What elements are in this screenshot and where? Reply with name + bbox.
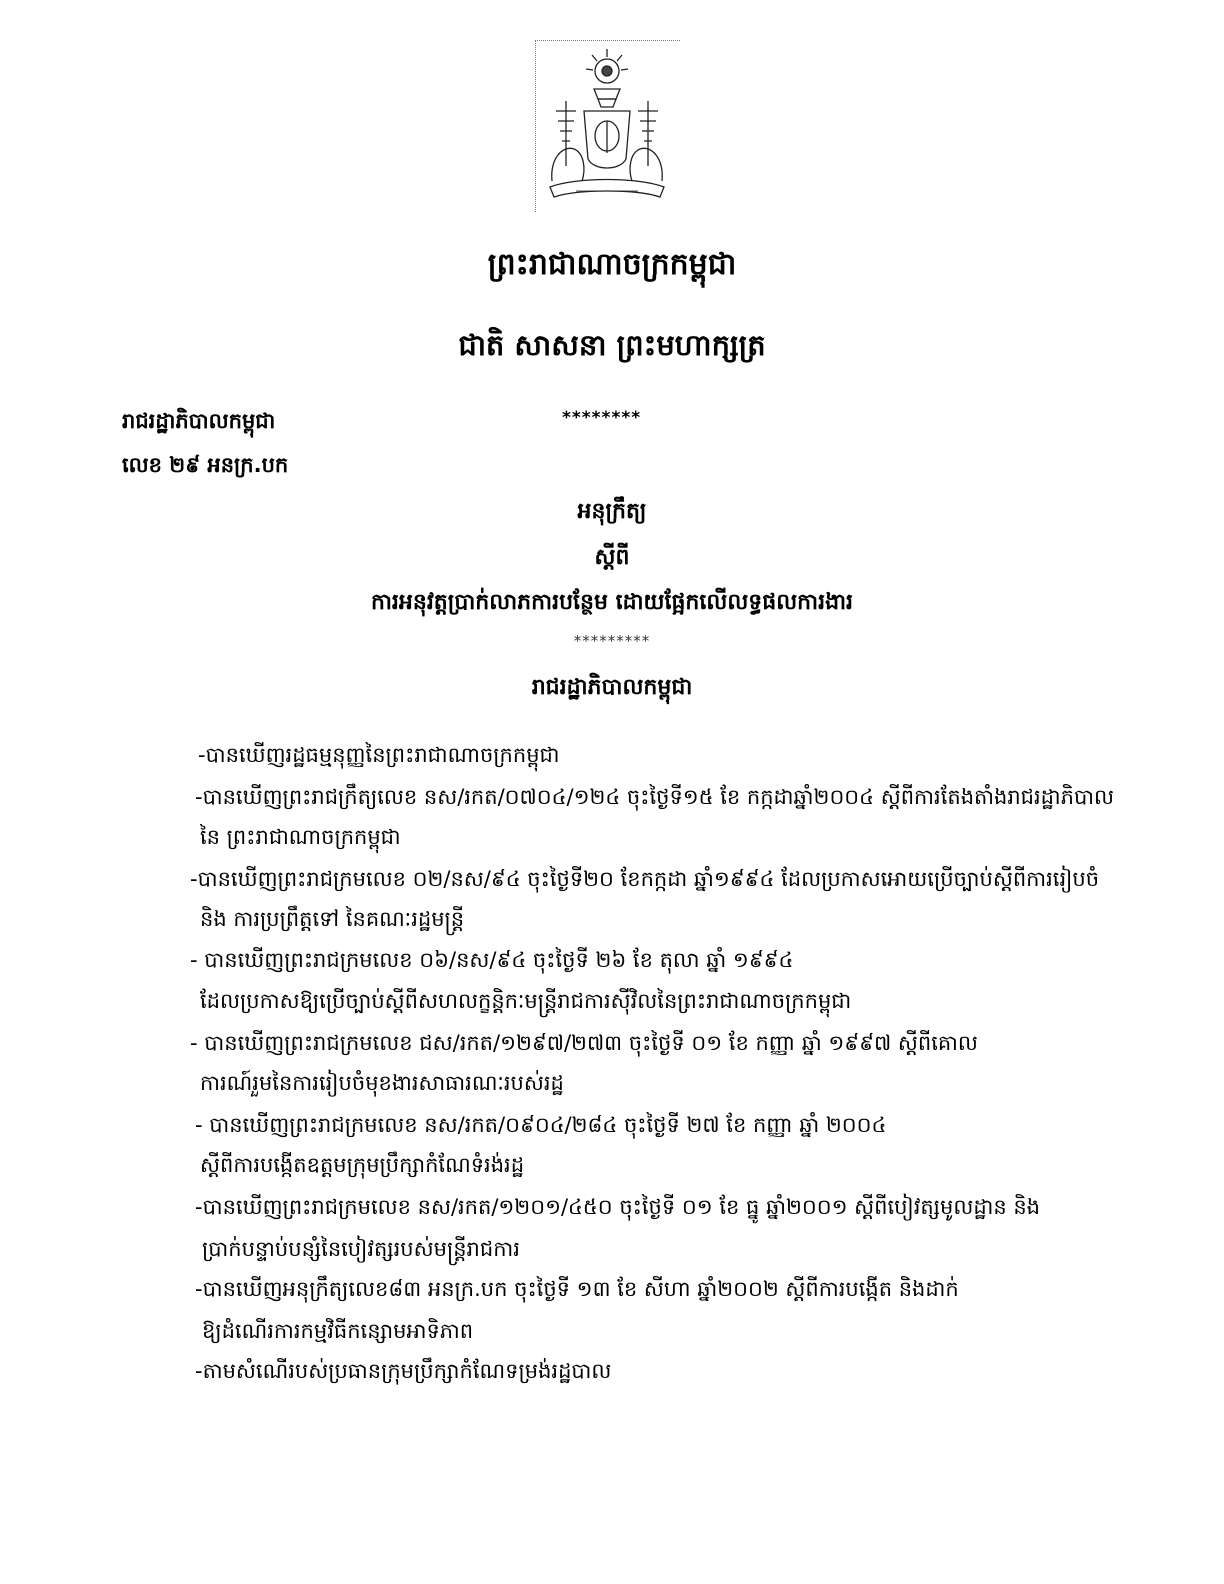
decree-number: លេខ ២៩ អនក្រ.បក [122,453,289,477]
preamble-line: ការណ៍រួមនៃការរៀបចំមុខងារសាធារណៈរបស់រដ្ឋ [200,1071,564,1095]
preamble-line: -បានឃើញរដ្ឋធម្មនុញ្ញនៃព្រះរាជាណាចក្រកម្ពុជា [198,743,560,767]
separator-stars-mid: ********* [573,632,651,650]
decree-subject: ការអនុវត្តប្រាក់លាភការបន្ថែម ដោយផ្អែកលើលទ្ធផលការងារ [370,590,854,615]
preamble-line: ប្រាក់បន្ទាប់បន្សំនៃបៀវត្សរបស់មន្ត្រីរាជការ [202,1237,520,1261]
kingdom-heading: ព្រះរាជាណាចក្រកម្ពុជា [487,247,737,282]
royal-emblem-icon [535,40,680,212]
preamble-line: ស្តីពីការបង្កើតឧត្តមក្រុមប្រឹក្សាកំណែទំរង់រដ្ឋ [200,1153,525,1177]
preamble-line: -បានឃើញព្រះរាជក្រមលេខ នស/រកត/១២០១/៤៥០ ចុះថ្ងៃទី ០១ ខែ ធ្នូ ឆ្នាំ២០០១ ស្តីពីបៀវត្សមូលដ្ឋាន និង [195,1195,1040,1219]
separator-stars-top: ******** [562,408,642,428]
preamble-line: -បានឃើញអនុក្រឹត្យលេខ៨៣ អនក្រ.បក ចុះថ្ងៃទី ១៣ ខែ សីហា ឆ្នាំ២០០២ ស្តីពីការបង្កើត និងដាក់ [195,1277,959,1301]
preamble-line: -បានឃើញព្រះរាជក្រឹត្យលេខ នស/រកត/០៧០៤/១២៤ ចុះថ្ងៃទី១៥ ខែ កក្កដាឆ្នាំ២០០៤ ស្តីពីការតែងតាំងរាជរដ្ឋាភិបាល [195,785,1114,809]
government-label: រាជរដ្ឋាភិបាលកម្ពុជា [122,409,276,433]
preamble-line: - បានឃើញព្រះរាជក្រមលេខ ជស/រកត/១២៩៧/២៧៣ ចុះថ្ងៃទី ០១ ខែ កញ្ញា ឆ្នាំ ១៩៩៧ ស្តីពីគោល [190,1031,978,1055]
preamble-line: ឱ្យដំណើរការកម្មវិធីកន្សោមអាទិភាព [202,1319,474,1343]
preamble-line: - បានឃើញព្រះរាជក្រមលេខ នស/រកត/០៩០៤/២៨៤ ចុះថ្ងៃទី ២៧ ខែ កញ្ញា ឆ្នាំ ២០០៤ [195,1113,887,1137]
decree-type: អនុក្រឹត្យ [577,499,647,524]
preamble-line: និង ការប្រព្រឹត្តទៅ នៃគណៈរដ្ឋមន្ត្រី [200,907,465,931]
preamble-line: -បានឃើញព្រះរាជក្រមលេខ ០២/នស/៩៤ ចុះថ្ងៃទី២០ ខែកក្កដា ឆ្នាំ១៩៩៤ ដែលប្រកាសអោយប្រើច្បាប់ស្តីពីការរៀបចំ [190,867,1100,891]
decree-about: ស្តីពី [594,545,630,570]
decree-issuer: រាជរដ្ឋាភិបាលកម្ពុជា [531,675,693,700]
preamble-line: ដែលប្រកាសឱ្យប្រើច្បាប់ស្តីពីសហលក្ខន្តិកៈមន្ត្រីរាជការស៊ីវិលនៃព្រះរាជាណាចក្រកម្ពុជា [200,989,852,1013]
preamble-line: - បានឃើញព្រះរាជក្រមលេខ ០៦/នស/៩៤ ចុះថ្ងៃទី ២៦ ខែ តុលា ឆ្នាំ ១៩៩៤ [190,948,794,972]
preamble-line: -តាមសំណើរបស់ប្រធានក្រុមប្រឹក្សាកំណែទម្រង់រដ្ឋបាល [195,1359,612,1383]
preamble-line: នៃ ព្រះរាជាណាចក្រកម្ពុជា [200,825,401,849]
national-motto: ជាតិ សាសនា ព្រះមហាក្សត្រ [458,328,766,362]
